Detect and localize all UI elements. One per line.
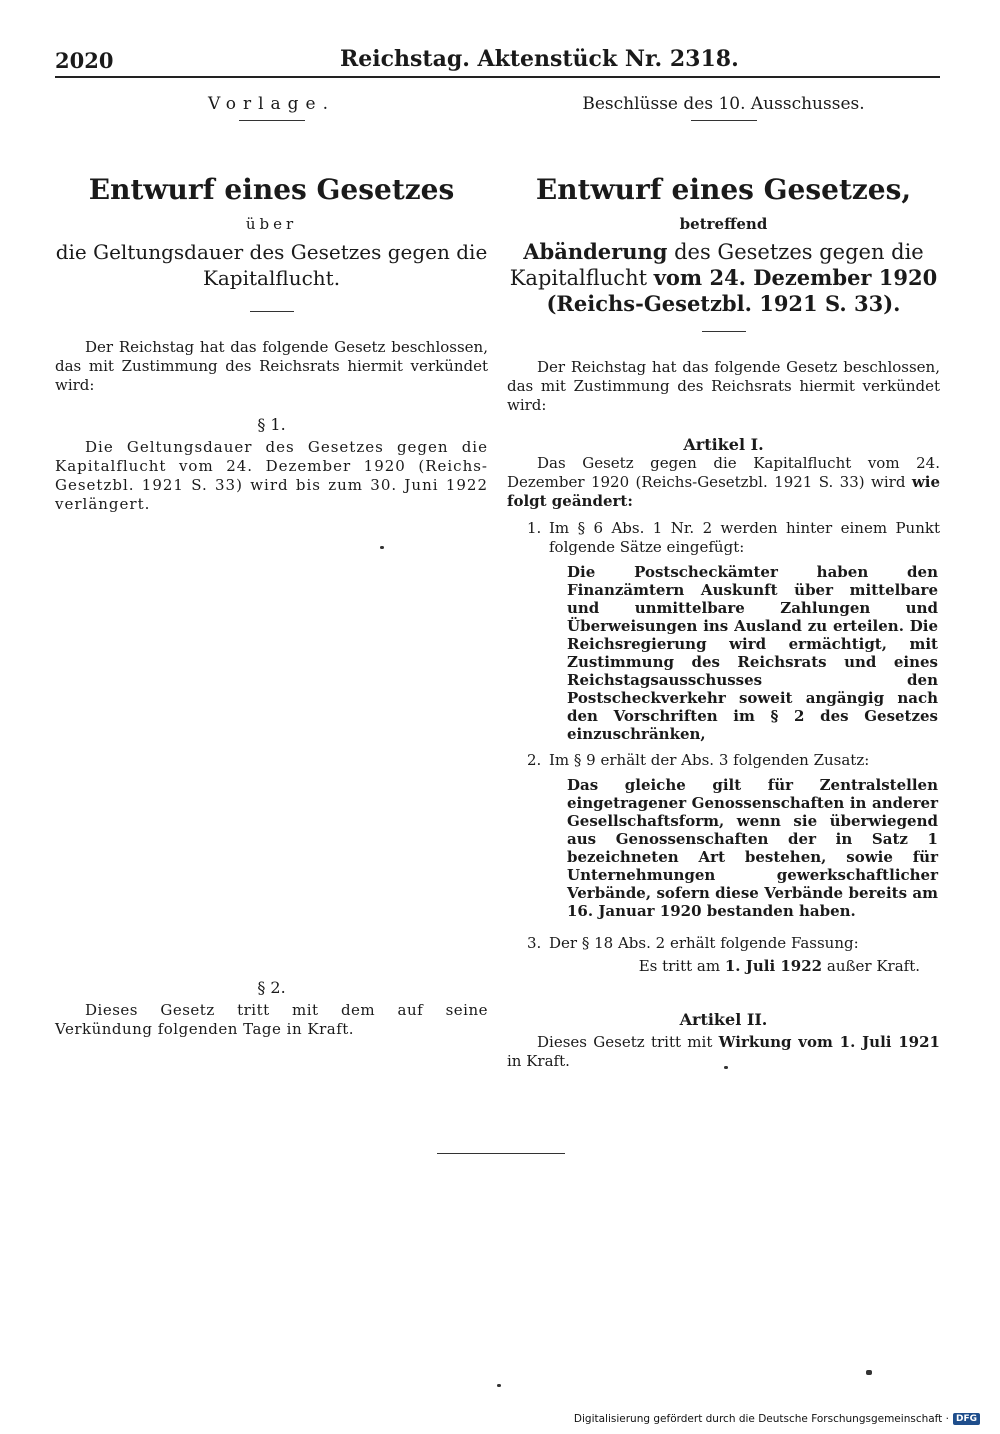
- running-head: Reichstag. Aktenstück Nr. 2318.: [340, 46, 739, 72]
- list-item-2: [507, 751, 940, 770]
- left-intro: Der Reichstag hat das folgende Gesetz beschlossen, das mit Zustimmung des Reichsrats hiermit verkündet wird:: [55, 338, 488, 394]
- dfg-logo: DFG: [953, 1413, 980, 1425]
- list-item-3-quote-a: Es tritt am: [638, 957, 725, 975]
- list-item-3-quote-c: außer Kraft.: [822, 957, 920, 975]
- article-1-text-bold: wie folgt geändert:: [507, 473, 940, 510]
- right-column-heading: Beschlüsse des 10. Ausschusses.: [582, 94, 865, 114]
- list-item-2-quote: Das gleiche gilt für Zentralstellen eingetragener Genossenschaften in anderer Gesellschaftsform, wenn sie überwiegend aus Genossenschaften der in Satz 1 bezeichneten Art bestehen, sowie für Unternehmungen gewerkschaftlicher Verbände, sofern diese Verbände bereits am 16. Januar 1920 bestanden haben.: [567, 776, 938, 920]
- page-number: 2020: [55, 48, 114, 73]
- right-subject-plain: des Gesetzes gegen die Kapitalflucht: [509, 240, 924, 290]
- article-1-text: [507, 454, 940, 511]
- article-1-heading: Artikel I.: [683, 435, 764, 454]
- right-heading-rule: [691, 120, 757, 121]
- list-item-3: [507, 934, 940, 953]
- left-ueber: über: [245, 215, 298, 233]
- list-item-1-number: 1.: [527, 519, 542, 537]
- list-item-3-quote-date: 1. Juli 1922: [724, 957, 823, 975]
- footer-text: Digitalisierung gefördert durch die Deutsche Forschungsgemeinschaft ·: [573, 1413, 949, 1425]
- left-title: Entwurf eines Gesetzes: [88, 173, 455, 206]
- print-speck: [497, 1384, 501, 1387]
- left-section-2-text: Dieses Gesetz tritt mit dem auf seine Verkündung folgenden Tage in Kraft.: [55, 1001, 488, 1038]
- list-item-1: [507, 519, 940, 557]
- list-item-2-text: Im § 9 erhält der Abs. 3 folgenden Zusatz:: [549, 751, 870, 769]
- left-column-heading: Vorlage.: [208, 94, 335, 114]
- right-title: Entwurf eines Gesetzes,: [535, 173, 912, 206]
- closing-rule: [437, 1153, 565, 1154]
- right-betreffend: betreffend: [679, 215, 768, 233]
- left-subject: die Geltungsdauer des Gesetzes gegen die Kapitalflucht.: [55, 240, 488, 290]
- left-section-1-body: Die Geltungsdauer des Gesetzes gegen die Kapitalflucht vom 24. Dezember 1920 (Reichs-Gesetzbl. 1921 S. 33) wird bis zum 30. Juni 1922 verlängert.: [55, 438, 488, 513]
- list-item-3-number: 3.: [527, 934, 542, 952]
- right-title-rule: [702, 331, 746, 332]
- left-title-rule: [250, 311, 294, 312]
- article-2-heading: Artikel II.: [679, 1010, 768, 1029]
- right-subject-bold-2: vom 24. Dezember 1920 (Reichs-Gesetzbl. 1921 S. 33).: [546, 265, 938, 316]
- left-heading-rule: [239, 120, 305, 121]
- left-column: [55, 90, 488, 1039]
- digitization-footer: [574, 1413, 980, 1425]
- left-section-1-heading: § 1.: [257, 415, 286, 434]
- article-2-text-bold: Wirkung vom 1. Juli 1921: [718, 1033, 940, 1051]
- header-rule: [55, 76, 940, 78]
- print-speck: [724, 1066, 728, 1069]
- list-item-1-quote: Die Postscheckämter haben den Finanzämtern Auskunft über mittelbare und unmittelbare Zahlungen und Überweisungen ins Ausland zu erteilen. Die Reichsregierung wird ermächtigt, mit Zustimmung des Reichsrats und eines Reichstagsausschusses den Postscheckverkehr soweit angängig nach den Vorschriften im § 2 des Gesetzes einzuschränken,: [567, 563, 938, 743]
- article-2-text: [507, 1033, 940, 1071]
- article-1-text-plain: Das Gesetz gegen die Kapitalflucht vom 24. Dezember 1920 (Reichs-Gesetzbl. 1921 S. 33) wird: [507, 454, 940, 491]
- print-speck: [866, 1370, 872, 1375]
- article-2-text-end: in Kraft.: [507, 1052, 570, 1070]
- list-item-2-number: 2.: [527, 751, 542, 769]
- right-subject-bold-1: Abänderung: [523, 239, 668, 264]
- list-item-1-text: Im § 6 Abs. 1 Nr. 2 werden hinter einem Punkt folgende Sätze eingefügt:: [549, 519, 940, 556]
- right-subject: [507, 239, 940, 317]
- print-speck: [380, 546, 384, 549]
- right-column: [507, 90, 940, 1071]
- list-item-3-text: Der § 18 Abs. 2 erhält folgende Fassung:: [549, 934, 859, 952]
- left-section-2-heading: § 2.: [257, 978, 286, 997]
- right-intro: Der Reichstag hat das folgende Gesetz beschlossen, das mit Zustimmung des Reichsrats hiermit verkündet wird:: [507, 358, 940, 414]
- left-section-1-text: [55, 438, 488, 514]
- list-item-3-quote: [507, 957, 940, 976]
- article-2-text-plain: Dieses Gesetz tritt mit: [537, 1033, 719, 1051]
